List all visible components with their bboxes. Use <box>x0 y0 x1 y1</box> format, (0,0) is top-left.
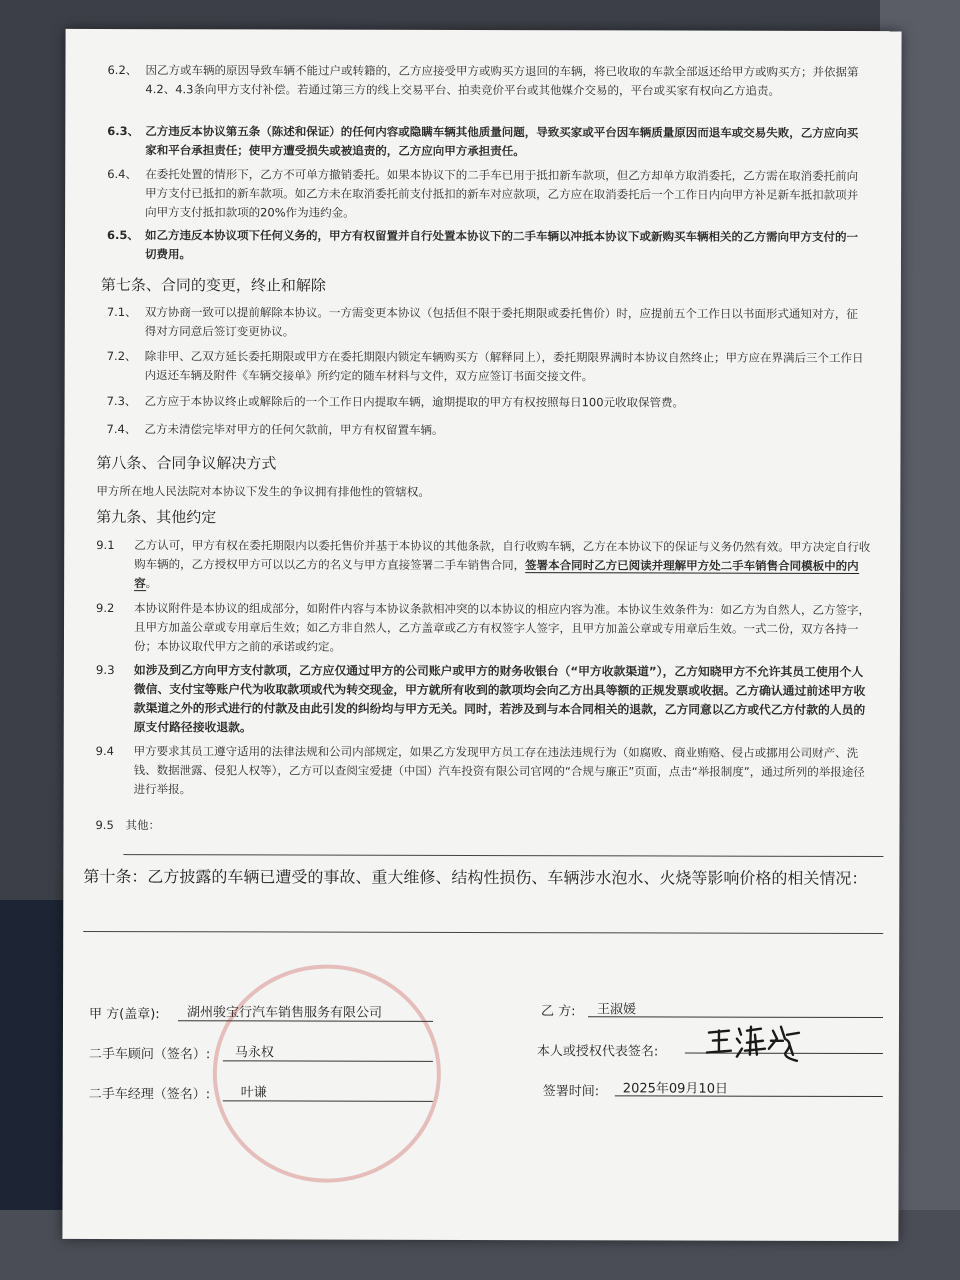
party-a-value: 湖州骏宝行汽车销售服务有限公司 <box>186 1005 383 1021</box>
clause-text: 双方协商一致可以提前解除本协议。一方需变更本协议（包括但不限于委托期限或委托售价）时，应提前五个工作日以书面形式通知对方，征得对方同意后签订变更协议。 <box>144 305 858 339</box>
date-line <box>615 1095 883 1097</box>
clause-number: 6.2、 <box>107 63 138 78</box>
contract-page <box>62 29 901 1241</box>
handwritten-signature <box>703 1021 803 1065</box>
section-8-title: 第八条、合同争议解决方式 <box>96 453 277 473</box>
clause-number: 9.5 <box>95 817 114 833</box>
clause-7-1 <box>107 303 867 343</box>
clause-number: 9.3 <box>95 662 115 678</box>
clause-number: 9.1 <box>96 537 115 553</box>
clause-7-2 <box>107 347 867 387</box>
clause-number: 6.3、 <box>107 124 140 139</box>
clause-6-2 <box>107 61 867 101</box>
clause-bold-text: 签署本合同时乙方已阅读并理解甲方处二手车销售合同模板中的内容 <box>134 558 859 591</box>
clause-number: 7.3、 <box>106 394 137 409</box>
clause-text: 如乙方违反本协议项下任何义务的，甲方有权留置并自行处置本协议下的二手车辆以冲抵本协议下或新购买车辆相关的乙方需向甲方支付的一切费用。 <box>144 228 859 262</box>
advisor-value: 马永权 <box>234 1045 274 1061</box>
clause-9-2 <box>96 599 871 658</box>
clause-text: 如涉及到乙方向甲方支付款项，乙方应仅通过甲方的公司账户或甲方的财务收银台（“甲方收款渠道”），乙方知晓甲方不允许其员工使用个人微信、支付宝等账户代为收取款项或代为转交现金，甲方就所有收到的款项均会向乙方出具等额的正规发票或收据。乙方确认通过前述甲方收款渠道之外的形式进行的付款及由此引发的纠纷均与甲方无关。同时，若涉及到与本合同相关的退款，乙方同意以乙方或代乙方付款的人员的原支付路径接收退款。 <box>133 663 866 735</box>
clause-text: 在委托处置的情形下，乙方不可单方撤销委托。如果本协议下的二手车已用于抵扣新车款项，但乙方却单方取消委托，乙方需在取消委托前向甲方支付已抵扣的新车款项。如乙方未在取消委托前支付抵扣的新车对应款项，乙方应在取消委托后一个工作日内向甲方补足新车抵扣款项并向甲方支付抵扣款项的20%作为违约金。 <box>145 167 859 220</box>
clause-text: 其他： <box>125 818 161 833</box>
other-terms-line <box>123 854 883 857</box>
section-7-title: 第七条、合同的变更，终止和解除 <box>100 276 326 295</box>
clause-number: 9.2 <box>96 600 115 616</box>
section-10-title: 第十条：乙方披露的车辆已遭受的事故、重大维修、结构性损伤、车辆涉水泡水、火烧等影响价格的相关情况： <box>83 866 868 889</box>
party-b-label: 乙 方: <box>540 1004 576 1020</box>
date-label: 签署时间: <box>542 1084 600 1100</box>
clause-9-1 <box>96 536 871 595</box>
date-value: 2025年09月10日 <box>622 1081 729 1097</box>
clause-6-4 <box>107 165 867 224</box>
clause-text: 甲方要求其员工遵守适用的法律法规和公司内部规定，如果乙方发现甲方员工存在违法违规行为（如腐败、商业贿赂、侵占或挪用公司财产、洗钱、数据泄露、侵犯人权等），乙方可以查阅宝爱捷（中国）汽车投资有限公司官网的“合规与廉正”页面，点击“举报制度”，通过所列的举报途径进行举报。 <box>133 744 865 797</box>
section-9-title: 第九条、其他约定 <box>96 507 217 527</box>
clause-end: 。 <box>145 576 158 591</box>
party-b-value: 王淑媛 <box>596 1002 637 1018</box>
company-seal <box>213 964 442 1183</box>
clause-number: 7.2、 <box>106 349 137 364</box>
clause-text: 除非甲、乙双方延长委托期限或甲方在委托期限内锁定车辆购买方（解释同上），委托期限界满时本协议自然终止；甲方应在界满后三个工作日内返还车辆及附件《车辆交接单》所约定的随车材料与文件，双方应签订书面交接文件。 <box>144 349 864 384</box>
section-8-text: 甲方所在地人民法院对本协议下发生的争议拥有排他性的管辖权。 <box>96 483 430 499</box>
party-b-line <box>588 1016 883 1018</box>
representative-label: 本人或授权代表签名: <box>536 1044 659 1060</box>
clause-7-4 <box>107 420 867 441</box>
clause-number: 6.4、 <box>107 167 138 182</box>
clause-number: 7.1、 <box>106 305 137 320</box>
clause-text: 因乙方或车辆的原因导致车辆不能过户或转籍的，乙方应接受甲方或购买方退回的车辆，将已收取的车款全部返还给甲方或购买方；并依据第4.2、4.3条向甲方支付补偿。若通过第三方的线上交易平台、拍卖竞价平台或其他媒介交易的，平台或买家有权向乙方追责。 <box>145 63 859 98</box>
manager-label: 二手车经理（签名）: <box>88 1086 211 1103</box>
clause-7-3 <box>107 392 867 413</box>
clause-9-3 <box>96 661 871 739</box>
clause-number: 9.4 <box>95 743 115 759</box>
clause-text: 乙方应于本协议终止或解除后的一个工作日内提取车辆，逾期提取的甲方有权按照每日100元收取保管费。 <box>144 394 685 410</box>
disclosure-line <box>83 931 883 934</box>
party-a-label: 甲 方(盖章): <box>88 1006 160 1023</box>
clause-6-5 <box>107 226 867 266</box>
clause-text: 乙方认可，甲方有权在委托期限内以委托售价并基于本协议的其他条款，自行收购车辆，乙方在本协议下的保证与义务仍然有效。甲方决定自行收购车辆的，乙方授权甲方可以以乙方的名义与甲方直接签署二手车销售合同， <box>134 538 871 573</box>
clause-number: 7.4、 <box>106 422 137 437</box>
clause-9-5 <box>95 816 870 837</box>
clause-9-4 <box>96 742 871 801</box>
advisor-label: 二手车顾问（签名）: <box>88 1046 211 1063</box>
clause-text: 乙方违反本协议第五条（陈述和保证）的任何内容或隐瞒车辆其他质量问题，导致买家或平台因车辆质量原因而退车或交易失败，乙方应向买家和平台承担责任；使甲方遭受损失或被追责的，乙方应向甲方承担责任。 <box>145 124 859 159</box>
manager-value: 叶谦 <box>240 1085 267 1101</box>
clause-number: 6.5、 <box>107 228 139 243</box>
clause-text: 本协议附件是本协议的组成部分，如附件内容与本协议条款相冲突的以本协议的相应内容为准。本协议生效条件为：如乙方为自然人，乙方签字，且甲方加盖公章或专用章后生效；如乙方非自然人，乙方盖章或乙方有权签字人签字，且甲方加盖公章或专用章后生效。一式二份，双方各持一份；本协议取代甲方之前的承诺或约定。 <box>133 601 871 654</box>
clause-text: 乙方未清偿完毕对甲方的任何欠款前，甲方有权留置车辆。 <box>144 422 444 437</box>
clause-6-3 <box>107 122 867 162</box>
